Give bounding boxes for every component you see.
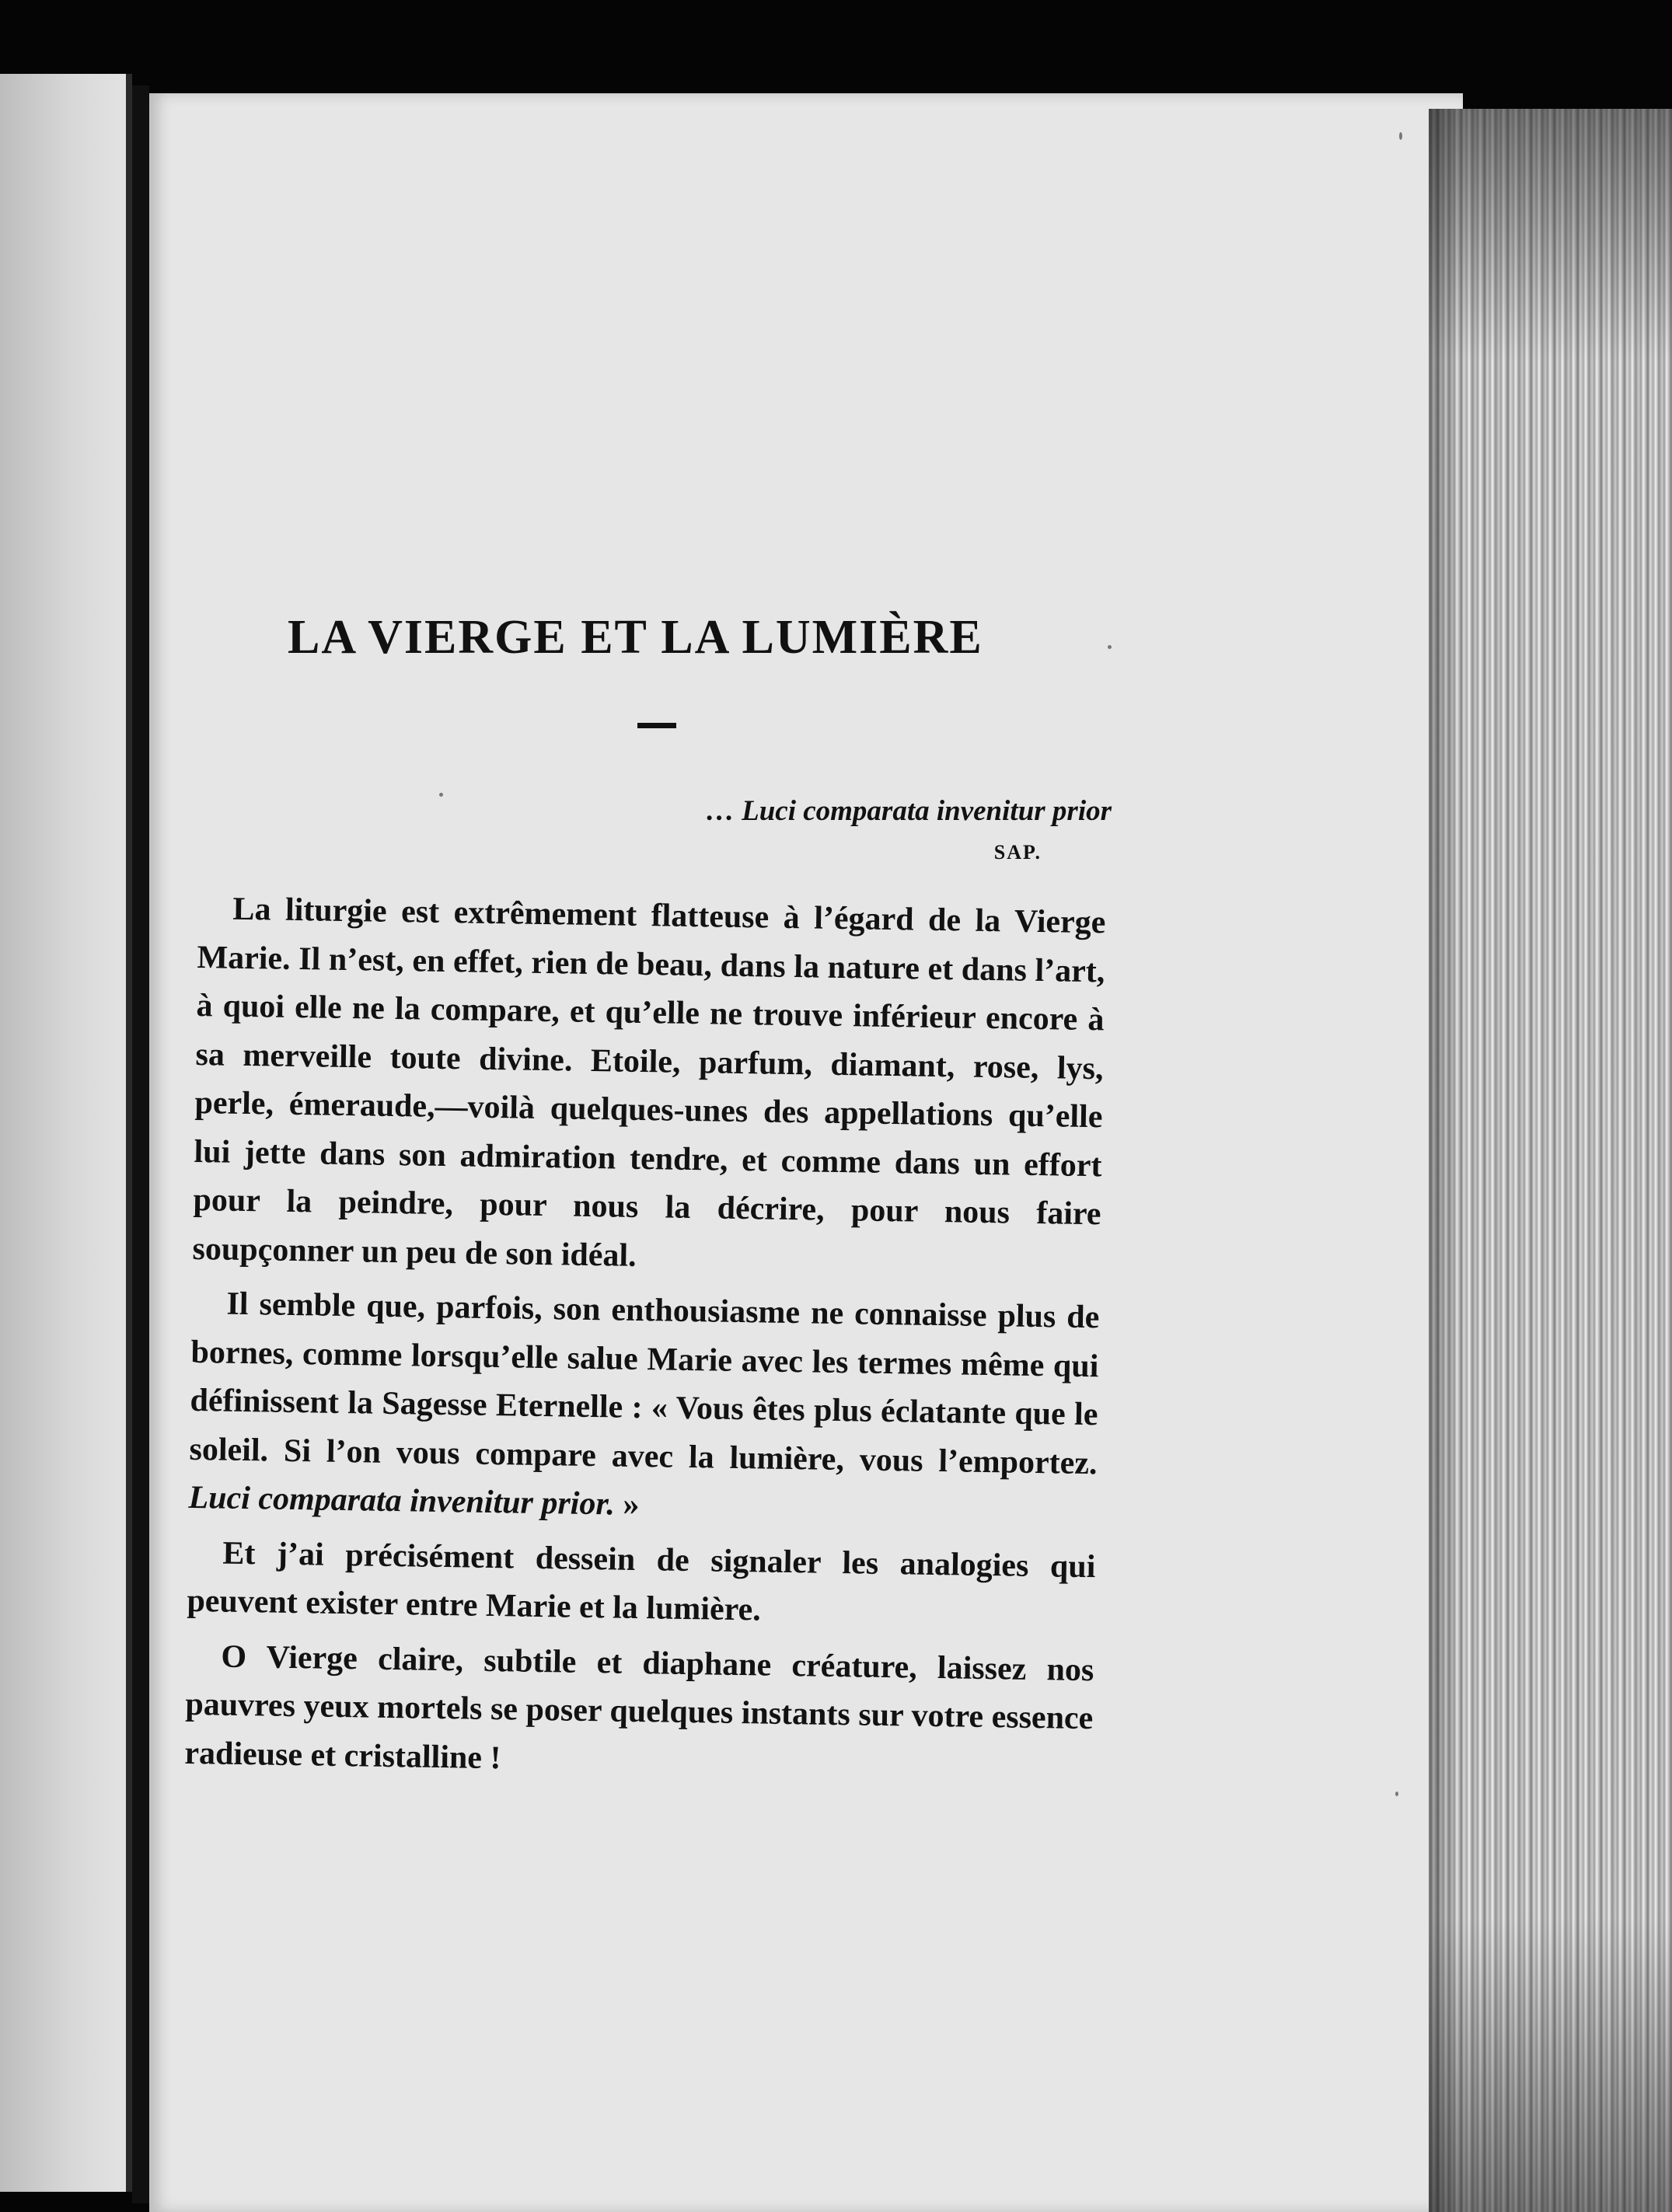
previous-page-edge [0, 74, 132, 2192]
epigraph: … Luci comparata invenitur prior [705, 795, 1112, 827]
book-gutter [132, 85, 149, 2203]
body-text [184, 884, 1106, 1798]
previous-page-rim [126, 74, 132, 2192]
dust-speck [439, 793, 443, 797]
paragraph-1: La liturgie est extrêmement flatteuse à l’égard de la Vierge Marie. Il n’est, en effet, rien de beau, dans la nature et dans l’art, à quoi elle ne la compare, et qu’elle ne trouve inférieur encore à sa merveille toute divine. Etoile, parfum, diamant, rose, lys, perle, émeraude,—voilà quelques-unes des appellations qu’elle lui jette dans son admiration tendre, et comme dans un effort pour la peindre, pour nous la décrire, pour nous faire soupçonner un peu de son idéal. [192, 891, 1106, 1274]
chapter-title: LA VIERGE ET LA LUMIÈRE [288, 611, 983, 664]
dust-speck [1395, 1792, 1398, 1796]
paragraph-2 [188, 1279, 1100, 1537]
dust-speck [1108, 645, 1112, 649]
paragraph-2-latin: Luci comparata invenitur prior. [188, 1479, 616, 1523]
paragraph-3: Et j’ai précisément dessein de signaler les analogies qui peuvent exister entre Marie et la lumière. [187, 1535, 1096, 1628]
title-separator [637, 723, 676, 728]
paragraph-2-close-quote: » [614, 1486, 640, 1523]
dust-speck [1399, 132, 1402, 140]
page-edges-stack [1429, 109, 1672, 2212]
paragraph-2-text: Il semble que, parfois, son enthousiasme ne connaisse plus de bornes, comme lorsqu’elle salue Marie avec les termes même qui définissent la Sagesse Eternelle : « Vous êtes plus éclatante que le soleil. Si l’on vous compare avec la lumière, vous l’emportez. [189, 1286, 1100, 1481]
epigraph-source: SAP. [993, 841, 1042, 864]
paragraph-4: O Vierge claire, subtile et diaphane créature, laissez nos pauvres yeux mortels se poser quelques instants sur votre essence radieuse et cristalline ! [184, 1638, 1094, 1776]
